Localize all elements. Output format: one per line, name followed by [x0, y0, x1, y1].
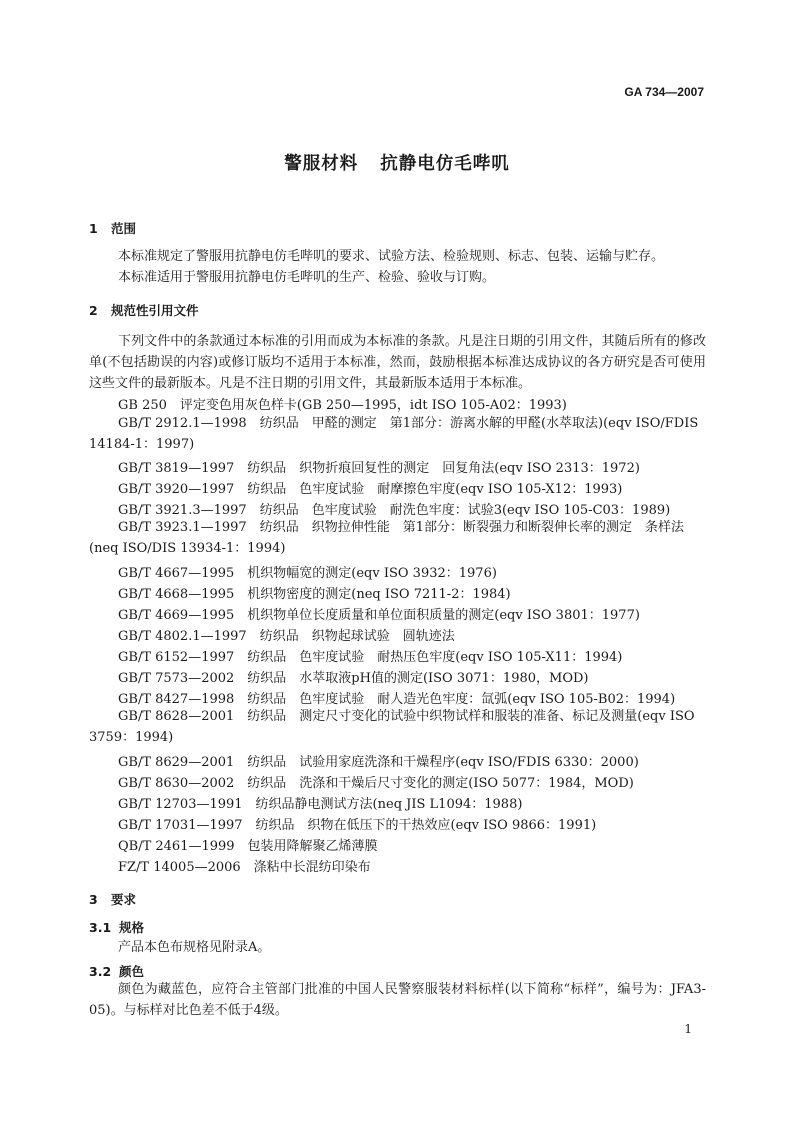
subsection-number: 3.1 — [89, 920, 112, 935]
page-title — [0, 150, 794, 175]
reference-item: GB/T 7573—2002 纺织品 水萃取液pH值的测定(ISO 3071：1980，MOD) — [118, 671, 589, 686]
page-number: 1 — [684, 1022, 692, 1036]
title-part-2: 抗静电仿毛哔叽 — [380, 154, 510, 174]
section-number: 3 — [89, 892, 98, 907]
title-part-1: 警服材料 — [284, 154, 359, 174]
reference-item: GB/T 8628—2001 纺织品 测定尺寸变化的试验中织物试样和服装的准备、标记及测量(eqv ISO 3759：1994) — [89, 709, 695, 745]
reference-item: GB/T 3819—1997 纺织品 织物折痕回复性的测定 回复角法(eqv ISO 2313：1972) — [118, 461, 640, 476]
reference-item: GB/T 4668—1995 机织物密度的测定(neq ISO 7211-2：1984) — [118, 587, 511, 602]
section-title: 要求 — [111, 892, 137, 907]
section-number: 2 — [89, 303, 98, 318]
reference-item: GB/T 2912.1—1998 纺织品 甲醛的测定 第1部分：游离水解的甲醛(水萃取法)(eqv ISO/FDIS 14184-1：1997) — [89, 416, 699, 452]
reference-item: GB/T 4667—1995 机织物幅宽的测定(eqv ISO 3932：1976) — [118, 566, 497, 581]
reference-item: GB 250 评定变色用灰色样卡(GB 250—1995，idt ISO 105-A02：1993) — [118, 398, 567, 413]
section-1-paragraph-1: 本标准规定了警服用抗静电仿毛哔叽的要求、试验方法、检验规则、标志、包装、运输与贮存。 — [118, 249, 665, 264]
reference-item: GB/T 3923.1—1997 纺织品 织物拉伸性能 第1部分：断裂强力和断裂伸长率的测定 条样法(neq ISO/DIS 13934-1：1994) — [89, 520, 684, 556]
subsection-number: 3.2 — [89, 964, 112, 979]
reference-item: QB/T 2461—1999 包装用降解聚乙烯薄膜 — [118, 839, 378, 854]
section-2-intro: 下列文件中的条款通过本标准的引用而成为本标准的条款。凡是注日期的引用文件，其随后所有的修改单(不包括勘误的内容)或修订版均不适用于本标准，然而，鼓励根据本标准达成协议的各方研究是否可使用这些文件的最新版本。凡是不注日期的引用文件，其最新版本适用于本标准。 — [89, 334, 706, 391]
section-title: 范围 — [111, 221, 137, 236]
subsection-title: 规格 — [119, 920, 145, 935]
reference-item: GB/T 3921.3—1997 纺织品 色牢度试验 耐洗色牢度：试验3(eqv ISO 105-C03：1989) — [118, 503, 671, 518]
reference-item: GB/T 8630—2002 纺织品 洗涤和干燥后尺寸变化的测定(ISO 5077：1984，MOD) — [118, 776, 634, 791]
subsection-3-1-text: 产品本色布规格见附录A。 — [118, 940, 271, 955]
section-3-heading — [89, 890, 136, 908]
reference-item: FZ/T 14005—2006 涤粘中长混纺印染布 — [118, 860, 371, 875]
reference-item: GB/T 8427—1998 纺织品 色牢度试验 耐人造光色牢度：氙弧(eqv ISO 105-B02：1994) — [118, 692, 676, 707]
subsection-3-2-heading — [89, 962, 144, 980]
standard-code: GA 734—2007 — [624, 85, 704, 99]
subsection-title: 颜色 — [119, 964, 145, 979]
reference-item: GB/T 8629—2001 纺织品 试验用家庭洗涤和干燥程序(eqv ISO/FDIS 6330：2000) — [118, 755, 639, 770]
reference-item: GB/T 6152—1997 纺织品 色牢度试验 耐热压色牢度(eqv ISO 105-X11：1994) — [118, 650, 623, 665]
subsection-3-1-heading — [89, 918, 144, 936]
reference-item: GB/T 12703—1991 纺织品静电测试方法(neq JIS L1094：1988) — [118, 797, 523, 812]
section-1-paragraph-2: 本标准适用于警服用抗静电仿毛哔叽的生产、检验、验收与订购。 — [118, 270, 496, 285]
subsection-3-2-text: 颜色为藏蓝色，应符合主管部门批准的中国人民警察服装材料标样(以下简称“标样”，编号为：JFA3-05)。与标样对比色差不低于4级。 — [89, 982, 706, 1018]
section-1-heading — [89, 219, 136, 237]
reference-item: GB/T 3920—1997 纺织品 色牢度试验 耐摩擦色牢度(eqv ISO 105-X12：1993) — [118, 482, 623, 497]
reference-item: GB/T 4669—1995 机织物单位长度质量和单位面积质量的测定(eqv ISO 3801：1977) — [118, 608, 640, 623]
section-number: 1 — [89, 221, 98, 236]
section-2-heading — [89, 301, 199, 319]
reference-item: GB/T 17031—1997 纺织品 织物在低压下的干热效应(eqv ISO 9866：1991) — [118, 818, 597, 833]
reference-item: GB/T 4802.1—1997 纺织品 织物起球试验 圆轨迹法 — [118, 629, 455, 644]
section-title: 规范性引用文件 — [111, 303, 199, 318]
